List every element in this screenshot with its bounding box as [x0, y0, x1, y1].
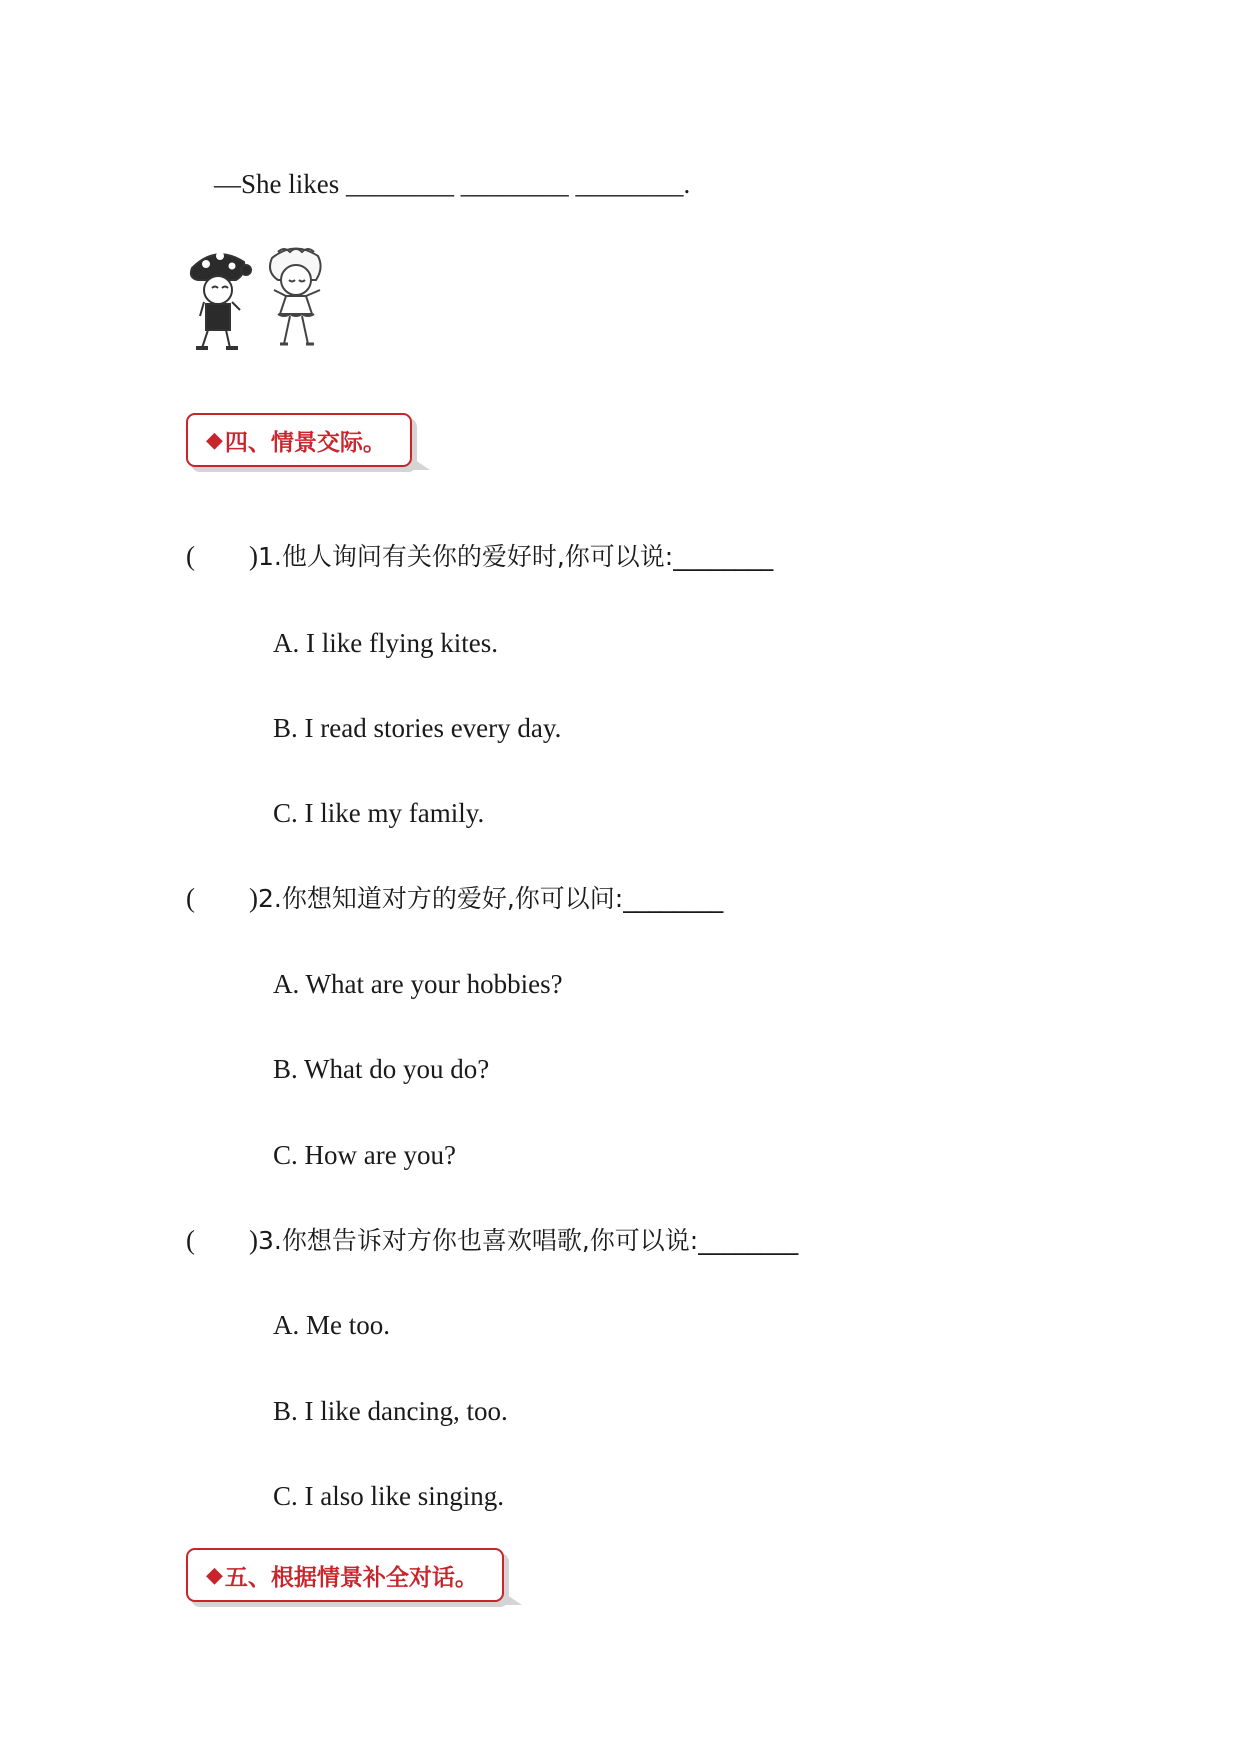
question-2-stem: 2.你想知道对方的爱好,你可以问:________ — [257, 884, 724, 913]
pirate-kid-figure — [191, 252, 251, 348]
question-3-paren: ( ) — [186, 1225, 258, 1255]
question-1-option-a: A. I like flying kites. — [273, 628, 498, 658]
question-3-option-b: B. I like dancing, too. — [273, 1396, 508, 1426]
section-5-tail-decoration — [504, 1593, 522, 1605]
question-2-option-c: C. How are you? — [273, 1140, 456, 1170]
question-1-paren: ( ) — [186, 541, 258, 571]
section-4-title: 四、情景交际。 — [224, 429, 386, 456]
section-5-title: 五、根据情景补全对话。 — [224, 1564, 478, 1591]
section-4-header — [186, 413, 412, 467]
question-2-option-a: A. What are your hobbies? — [273, 969, 563, 999]
question-3-stem: 3.你想告诉对方你也喜欢唱歌,你可以说:________ — [257, 1226, 799, 1255]
section-4-tail-decoration — [412, 458, 430, 470]
question-1 — [186, 540, 773, 573]
question-1-option-c: C. I like my family. — [273, 798, 485, 828]
question-2-paren: ( ) — [186, 883, 258, 913]
answer-line — [214, 168, 690, 200]
question-2 — [186, 882, 723, 915]
dancing-kids-illustration — [186, 240, 346, 352]
question-2-option-b: B. What do you do? — [273, 1054, 490, 1084]
section-5-header — [186, 1548, 504, 1602]
answer-line-text: —She likes ________ ________ ________. — [214, 169, 691, 199]
question-3 — [186, 1224, 798, 1257]
diamond-bullet-icon: ◆ — [206, 427, 223, 453]
question-3-option-a: A. Me too. — [273, 1310, 390, 1340]
question-3-option-c: C. I also like singing. — [273, 1481, 504, 1511]
diamond-bullet-icon: ◆ — [206, 1562, 223, 1588]
ballerina-kid-figure — [270, 248, 321, 344]
question-1-option-b: B. I read stories every day. — [273, 713, 562, 743]
question-1-stem: 1.他人询问有关你的爱好时,你可以说:________ — [257, 542, 774, 571]
